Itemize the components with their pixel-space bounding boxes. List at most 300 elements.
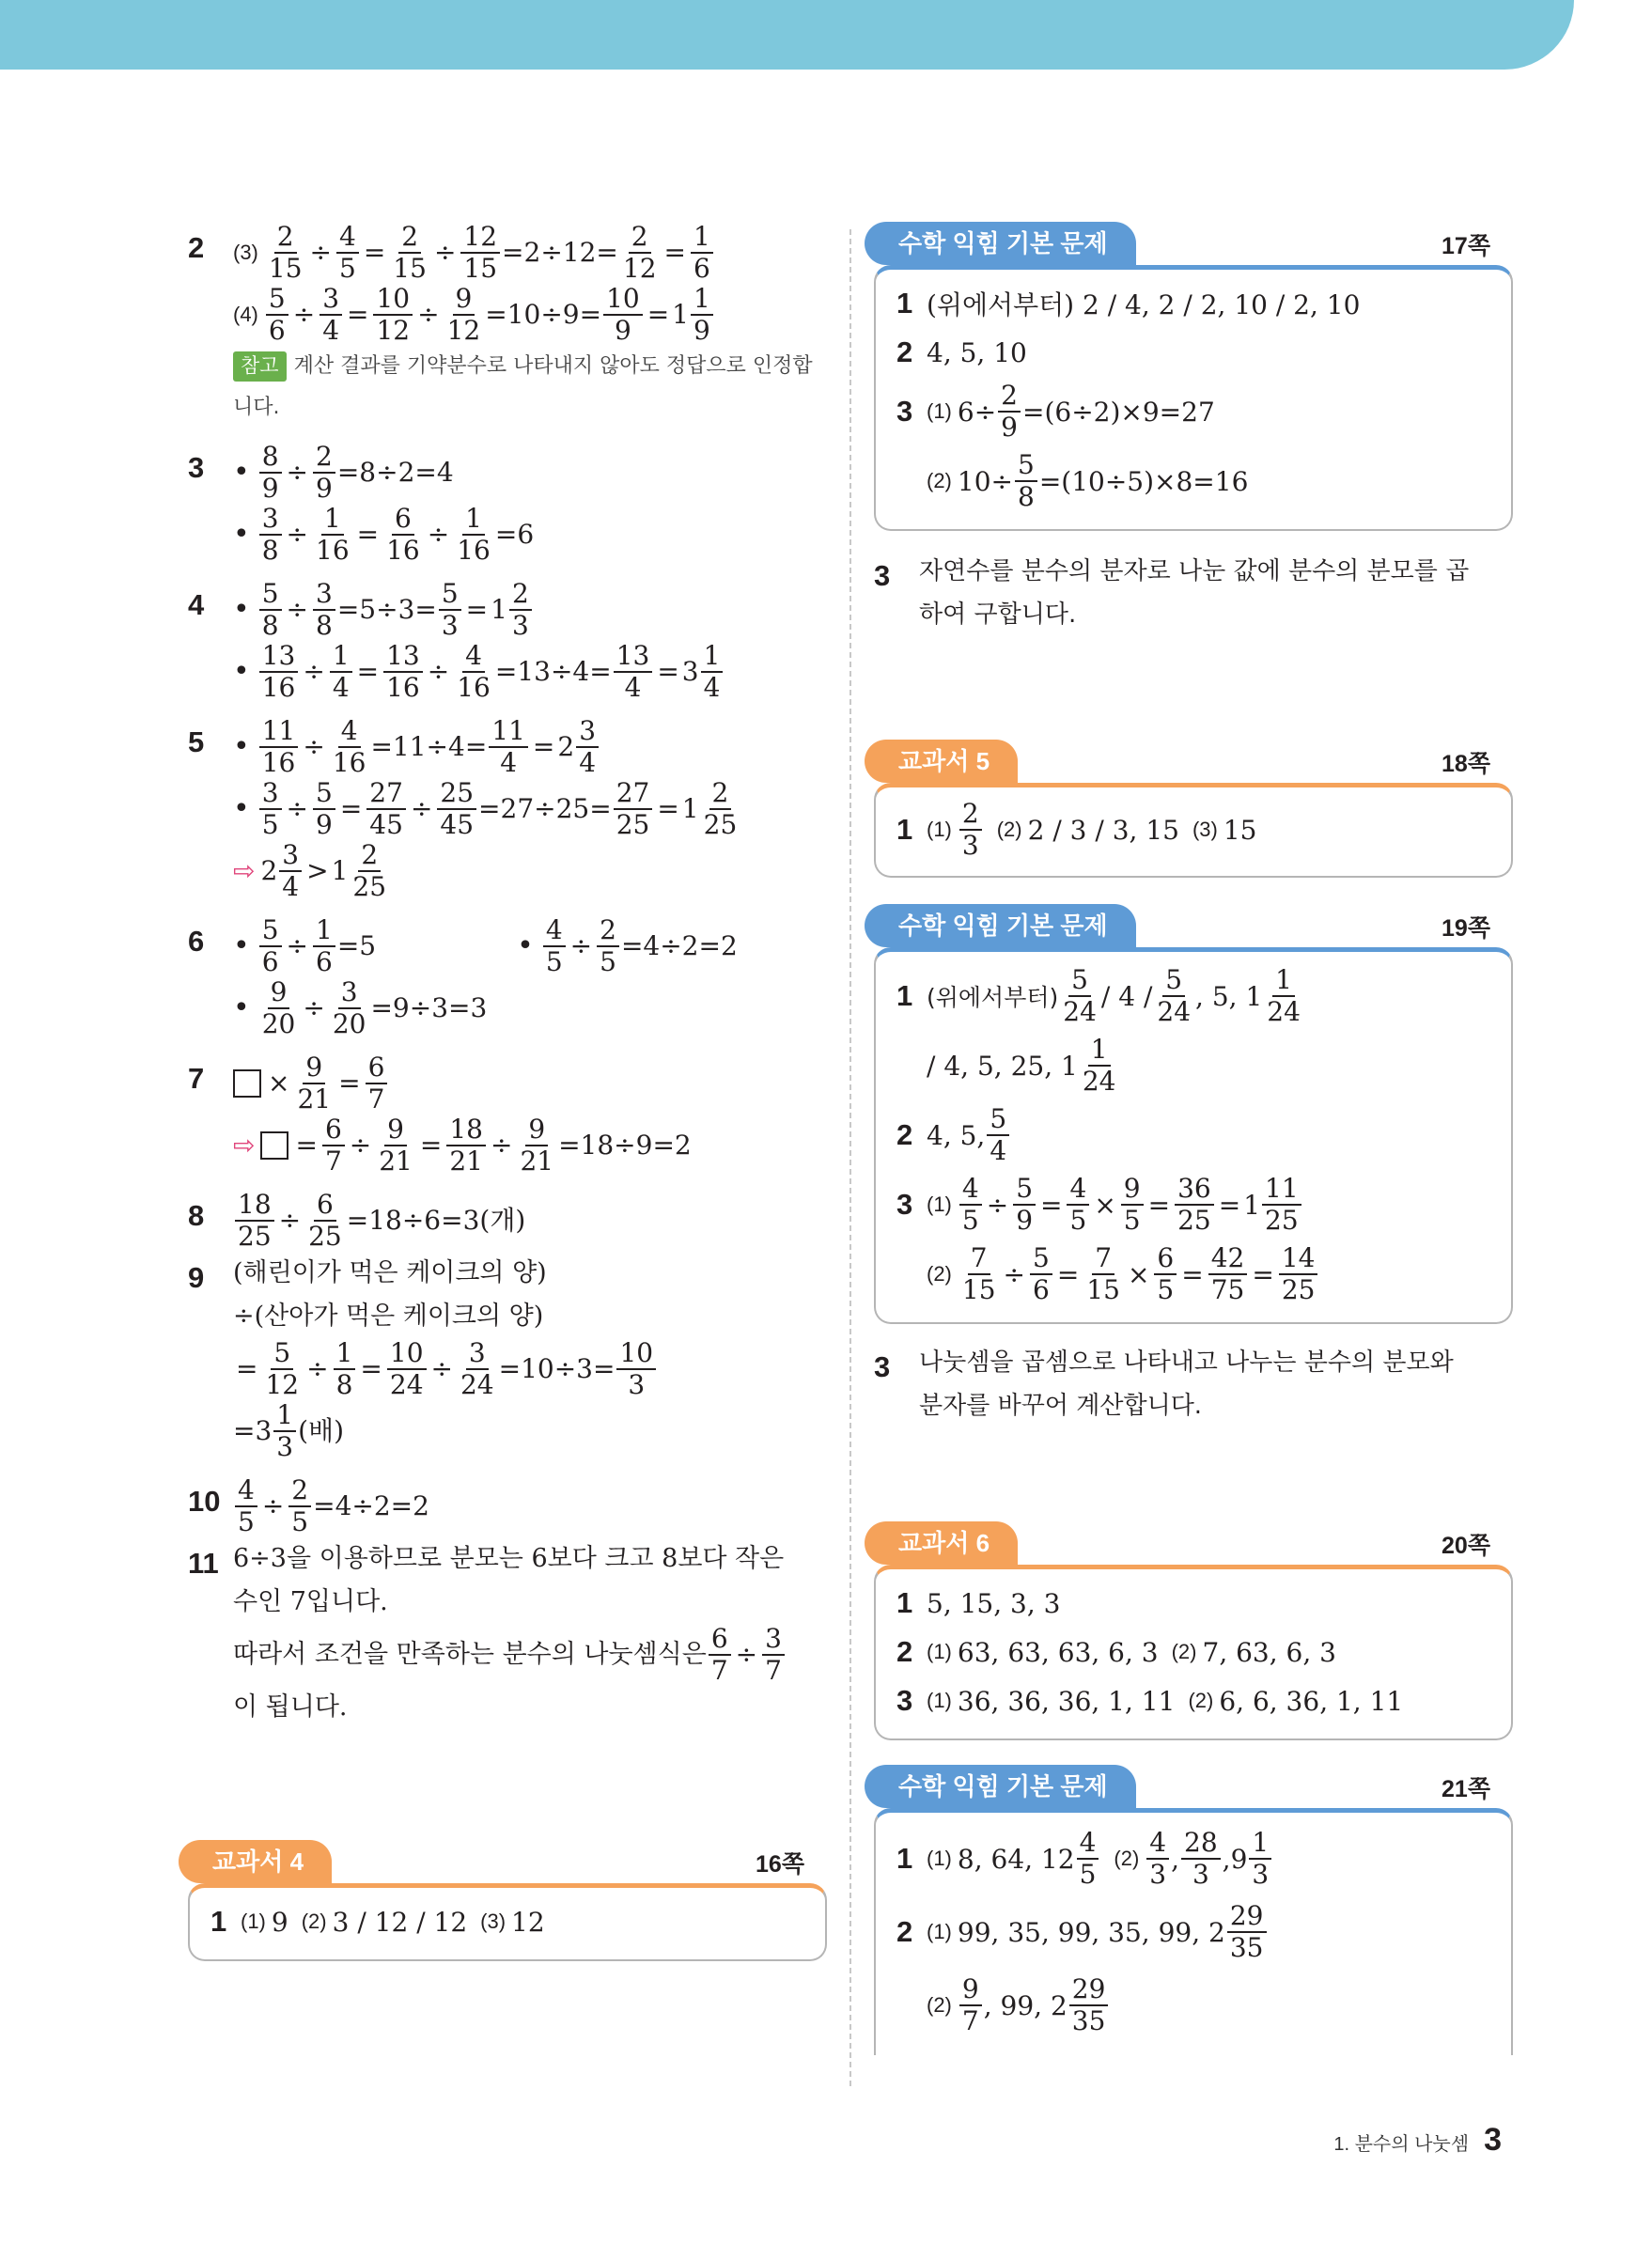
expression-text: =(10÷5)×8=16 [1038,465,1249,497]
denominator: 15 [961,1274,996,1305]
section-label: 교과서 5 [865,740,1018,783]
numerator: 18 [235,1190,274,1222]
fraction [460,222,500,284]
numerator: 10 [603,284,643,316]
fraction [288,1475,311,1537]
fraction [330,716,369,778]
denominator: 4 [624,672,642,703]
fraction [259,442,282,504]
denominator: 45 [369,809,403,840]
denominator: 4 [990,1135,1007,1166]
fraction [235,1475,257,1537]
whole-number: 2 [260,855,278,887]
q11-text-4: 이 됩니다. [233,1692,348,1722]
numerator: 4 [336,222,359,254]
whole-number: 1 [1243,1189,1261,1221]
expression-text: , 5, 1 [1195,980,1263,1012]
question-number: 3 [874,559,891,592]
answer-line [896,1895,1492,1969]
answer-value: 2 / 3 / 3, 15 [1027,814,1179,846]
q7-line-2: ⇨ = $\frac{6}{7}$ ÷ $\frac{9}{21}$ = $\frac{18}{21}$ ÷ $\frac{9}{21}$ =18÷9=2 [233,1114,692,1177]
fraction [1154,1243,1177,1305]
numerator: 5 [271,1338,293,1370]
numerator: 25 [437,778,476,810]
denominator: 21 [297,1084,332,1115]
denominator: 5 [1079,1859,1097,1890]
q3-line-1: • $\frac{8}{9}$ ÷ $\frac{2}{9}$ =8÷2=4 [233,441,454,504]
question-2 [188,222,827,429]
explanation-text: 하여 구합니다. [919,600,1077,629]
question-number: 2 [188,231,205,264]
fraction [383,504,423,566]
fraction [709,1624,731,1686]
sub-label: (1) [927,1847,952,1870]
denominator: 4 [579,747,597,778]
fraction [1069,1974,1109,2036]
fraction [616,1338,656,1400]
section-box [874,265,1513,531]
denominator: 35 [1229,1932,1264,1963]
answer-value: 36, 36, 36, 1, 11 [957,1685,1176,1717]
numerator: 3 [319,284,342,316]
answer-value: 63, 63, 63, 6, 3 [957,1636,1159,1668]
expression-text: =5 [336,930,377,962]
numerator: 2 [709,778,732,810]
q9-text-2: ÷(산아가 먹은 케이크의 양) [233,1302,544,1331]
explanation-text: 자연수를 분수의 분자로 나눈 값에 분수의 분모를 곱 [919,557,1470,585]
fraction [313,504,352,566]
fraction [454,641,493,703]
q10-line: $\frac{4}{5}$ ÷ $\frac{2}{5}$ =4÷2=2 [233,1475,827,1537]
numerator: 1 [1088,1035,1111,1067]
denominator: 16 [261,747,296,778]
denominator: 3 [1192,1859,1209,1890]
fraction [1015,450,1037,512]
section-header [874,222,1513,265]
fraction [1249,1828,1271,1890]
section-textbook-5 [874,740,1513,878]
q9-line-3: = $\frac{5}{12}$ ÷ $\frac{1}{8}$ = $\frac{10}{24}$ ÷ $\frac{3}{24}$ =10÷3= $\frac{10}{3}$ [233,1338,827,1400]
fraction [366,778,406,840]
section-header [874,740,1513,783]
denominator: 12 [622,253,657,284]
question-number: 11 [188,1547,219,1580]
question-9 [188,1252,827,1462]
numerator: 5 [1068,965,1091,997]
fraction [614,778,653,840]
fraction [446,1115,486,1177]
fraction [1030,1243,1052,1305]
denominator: 16 [457,535,491,566]
section-label: 교과서 6 [865,1521,1018,1565]
numerator: 2 [358,840,381,872]
fraction [959,1243,999,1305]
column-divider [849,229,851,2086]
fraction [390,222,429,284]
expression-text: =4÷2=2 [620,930,738,962]
fraction [762,1624,785,1686]
fraction [313,915,335,977]
denominator: 3 [511,610,529,641]
numerator: 1 [691,284,713,316]
fraction [959,1974,982,2036]
fraction [294,1052,334,1115]
question-7 [188,1052,827,1177]
section-header [874,1765,1513,1808]
answer-line [896,1628,1492,1676]
whole-number: 9 [1230,1843,1248,1875]
denominator: 4 [322,315,340,346]
q9-line-4 [233,1400,827,1462]
q4-line-2: • $\frac{13}{16}$ ÷ $\frac{1}{4}$ = $\frac{13}{16}$ ÷ $\frac{4}{16}$ =13÷4= $\frac{13}{4}$ = 3 $\frac{1}{4}$ [233,641,827,703]
question-number: 3 [874,1350,891,1383]
numerator: 1 [462,504,485,536]
question-4 [188,579,827,703]
numerator: 2 [998,381,1021,413]
arrow-right-icon: ⇨ [233,855,256,887]
whole-number: 3 [681,656,699,688]
denominator: 8 [261,535,279,566]
denominator: 9 [1001,412,1018,443]
denominator: 21 [449,1146,483,1177]
fraction [376,1115,415,1177]
numerator: 2 [509,579,532,611]
expression-text: (위에서부터) [927,984,1059,1011]
expression-text: =8÷2=4 [336,457,454,489]
expression-text: 4, 5, [927,1119,986,1151]
fraction [330,641,352,703]
denominator: 24 [389,1369,424,1400]
numerator: 1 [273,1400,296,1432]
denominator: 6 [316,946,333,977]
denominator: 8 [1017,481,1035,512]
fraction [313,579,335,641]
fraction [1146,1828,1169,1890]
denominator: 15 [463,253,498,284]
whole-number: 1 [681,793,699,825]
denominator: 6 [1033,1274,1050,1305]
section-textbook-6 [874,1521,1513,1740]
denominator: 5 [238,1506,255,1537]
fraction [987,1104,1009,1166]
numerator: 3 [466,1338,489,1370]
question-number: 9 [188,1261,205,1294]
fraction [330,977,369,1039]
fraction [259,579,282,641]
denominator: 3 [441,610,459,641]
unit: (배) [298,1415,345,1447]
numerator: 6 [314,1190,336,1222]
section-header [188,1840,827,1883]
section-page: 18쪽 [1442,751,1490,777]
answer-line [896,961,1492,1031]
question-10 [188,1475,827,1537]
numerator: 9 [525,1115,548,1146]
fraction [509,579,532,641]
denominator: 24 [1267,996,1301,1027]
fraction [1262,1174,1301,1236]
q6-line-1: • $\frac{5}{6}$ ÷ $\frac{1}{6}$ =5 • $\frac{4}{5}$ ÷ $\frac{2}{5}$ =4÷2=2 [233,914,738,977]
sub-label: (2) [1171,1640,1197,1663]
answer-value: 99, 35, 99, 35, 99, 2 [957,1916,1225,1948]
q11-text-2: 수인 7입니다. [233,1587,388,1616]
numerator: 13 [383,641,423,673]
numerator: 5 [1013,1174,1036,1206]
denominator: 16 [386,672,420,703]
expression-text: =11÷4= [370,731,488,763]
answer-number: 3 [896,1188,913,1221]
q5-line-2: • $\frac{3}{5}$ ÷ $\frac{5}{9}$ = $\frac{27}{45}$ ÷ $\frac{25}{45}$ =27÷25= $\frac{27}{25}$ = 1 $\frac{2}{25}$ [233,778,827,840]
numerator: 4 [1077,1828,1099,1860]
numerator: 14 [1279,1243,1318,1275]
denominator: 5 [261,809,279,840]
answer-line [896,1676,1492,1725]
numerator: 3 [313,579,335,611]
numerator: 13 [259,641,299,673]
denominator: 9 [694,315,710,346]
denominator: 35 [1071,2005,1106,2036]
answer-number: 2 [896,1635,913,1668]
right-column [874,222,1513,2055]
numerator: 11 [489,716,528,748]
question-number: 5 [188,725,205,758]
fraction [1154,965,1193,1027]
fraction [439,579,461,641]
numerator: 1 [1272,965,1295,997]
denominator: 12 [265,1369,300,1400]
denominator: 25 [703,809,738,840]
fraction [266,284,288,346]
numerator: 1 [1249,1828,1271,1860]
numerator: 3 [279,840,302,872]
expression-text: =6 [494,519,535,551]
sub-label: (2) [927,1262,952,1286]
fraction [259,641,299,703]
numerator: 6 [1154,1243,1177,1275]
denominator: 25 [1265,1205,1299,1236]
sub-label: (3) [480,1910,507,1933]
answer-number: 1 [896,1586,913,1619]
numerator: 1 [321,504,344,536]
numerator: 6 [709,1624,731,1656]
section-textbook-4 [188,1840,827,1961]
denominator: 6 [693,253,710,284]
numerator: 3 [259,778,282,810]
sub-label: (3) [233,240,258,264]
denominator: 6 [261,946,279,977]
denominator: 5 [1157,1274,1175,1305]
q7-line-1: × $\frac{9}{21}$ = $\frac{6}{7}$ [233,1052,827,1115]
sub-label: (2) [927,469,952,492]
numerator: 4 [235,1475,257,1507]
answer-box [233,1069,261,1098]
answer-value: 12 [511,1906,545,1938]
denominator: 25 [308,1221,342,1252]
fraction [305,1190,345,1252]
answer-number: 3 [896,395,913,428]
fraction [1060,965,1099,1027]
numerator: 27 [366,778,406,810]
denominator: 7 [367,1084,385,1115]
denominator: 15 [1086,1274,1120,1305]
explanation-17 [874,550,1513,636]
numerator: 5 [439,579,461,611]
numerator: 1 [330,641,352,673]
denominator: 9 [614,315,631,346]
fraction [279,840,302,902]
fraction [273,1400,296,1462]
sub-label: (2) [996,818,1022,841]
expression-text: 10÷ [957,465,1013,497]
expression-text: =10÷3= [498,1353,616,1385]
expression-text: =18÷9=2 [558,1130,692,1161]
numerator: 9 [268,977,290,1009]
fraction [1208,1243,1248,1305]
question-number: 6 [188,925,205,958]
fraction [387,1338,427,1400]
denominator: 7 [961,2005,979,2036]
denominator: 5 [545,946,563,977]
numerator: 5 [259,915,282,947]
fraction [336,222,359,284]
numerator: 9 [384,1115,407,1146]
fraction [701,641,724,703]
denominator: 3 [628,1369,646,1400]
denominator: 24 [1063,996,1097,1027]
answer-value: 6, 6, 36, 1, 11 [1219,1685,1404,1717]
q11-line-3: 따라서 조건을 만족하는 분수의 나눗셈식은 $\frac{6}{7}$ ÷ $\frac{3}{7}$ [233,1624,827,1686]
question-5 [188,716,827,902]
denominator: 4 [500,747,518,778]
numerator: 4 [959,1174,982,1206]
q11-text-3: 따라서 조건을 만족하는 분수의 나눗셈식은 [233,1639,707,1669]
numerator: 9 [453,284,475,316]
numerator: 42 [1208,1243,1248,1275]
numerator: 2 [597,915,619,947]
fraction [691,284,713,346]
numerator: 5 [259,579,282,611]
fraction [597,915,619,977]
denominator: 7 [324,1146,342,1177]
question-number: 10 [188,1485,221,1518]
denominator: 4 [703,672,721,703]
numerator: 8 [259,442,282,474]
section-label: 교과서 4 [179,1840,332,1883]
expression-text: =9÷3=3 [370,992,488,1024]
fraction [458,1338,497,1400]
answer-number: 2 [896,1118,913,1151]
denominator: 12 [376,315,411,346]
denominator: 9 [316,473,333,504]
fraction [1264,965,1303,1027]
answer-line [896,1579,1492,1628]
denominator: 16 [386,535,420,566]
fraction [691,222,713,284]
answer-line [896,1969,1492,2042]
denominator: 15 [393,253,427,284]
section-page: 16쪽 [756,1851,804,1878]
question-6 [188,915,827,1039]
q11-text-1: 6÷3을 이용하므로 분모는 6보다 크고 8보다 작은 [233,1544,785,1573]
numerator: 5 [1015,450,1037,482]
numerator: 9 [1121,1174,1144,1206]
question-8 [188,1190,827,1252]
expression-text: / 4, 5, 25, 1 [927,1050,1078,1082]
denominator: 25 [616,809,650,840]
expression-text: / 4 / [1100,980,1153,1012]
numerator: 10 [387,1338,427,1370]
fraction [959,799,982,861]
numerator: 5 [1030,1243,1052,1275]
expression-text: =18÷6=3(개) [346,1205,526,1237]
numerator: 4 [1067,1174,1089,1206]
sub-label: (1) [927,1193,952,1216]
fraction [259,504,282,566]
fraction [543,915,566,977]
fraction [322,1115,345,1177]
answer-value: 15 [1223,814,1257,846]
section-page: 20쪽 [1442,1533,1490,1559]
fraction [1181,1828,1221,1890]
denominator: 25 [352,871,387,902]
section-practice-21 [874,1765,1513,2055]
denominator: 8 [335,1369,353,1400]
denominator: 24 [1157,996,1192,1027]
answer-line [896,279,1492,328]
numerator: 29 [1069,1974,1109,2006]
q4-line-1: • $\frac{5}{8}$ ÷ $\frac{3}{8}$ =5÷3= $\frac{5}{3}$ = 1 $\frac{2}{3}$ [233,579,827,641]
numerator: 1 [701,641,724,673]
answer-line [896,1031,1492,1100]
question-number: 4 [188,588,205,621]
denominator: 21 [520,1146,554,1177]
answer-value: (위에서부터) 2 / 4, 2 / 2, 10 / 2, 10 [927,289,1361,320]
sub-label: (2) [301,1910,327,1933]
sub-label: (1) [241,1910,266,1933]
sub-label: (1) [927,1689,952,1712]
answer-line [210,1897,806,1946]
denominator: 7 [710,1655,728,1686]
numerator: 3 [576,716,599,748]
numerator: 6 [366,1052,388,1084]
numerator: 28 [1181,1828,1221,1860]
answer-number: 1 [896,813,913,846]
fraction [334,1338,356,1400]
numerator: 2 [959,799,982,831]
denominator: 9 [261,473,279,504]
numerator: 5 [313,778,335,810]
answer-line [896,377,1492,446]
q5-conclusion [233,840,827,902]
fraction [1077,1828,1099,1890]
denominator: 7 [765,1655,782,1686]
sub-label: (4) [233,302,258,326]
fraction [350,840,389,902]
section-box [188,1883,827,1961]
explanation-19 [874,1341,1513,1427]
denominator: 25 [1177,1205,1211,1236]
fraction [1083,1243,1123,1305]
q9-text-1: (해린이가 먹은 케이크의 양) [233,1258,547,1287]
numerator: 13 [614,641,653,673]
reference-tag: 참고 [233,351,287,382]
fraction [1013,1174,1036,1236]
denominator: 16 [316,535,350,566]
section-practice-19 [874,904,1513,1324]
q2-part-3: (3) $\frac{2}{15}$ ÷ $\frac{4}{5}$ = $\frac{2}{15}$ ÷ $\frac{12}{15}$ =2÷12= $\frac{2}{12}$ = $\frac{1}{6}$ [233,222,827,284]
sub-label: (1) [927,399,952,423]
numerator: 6 [322,1115,345,1146]
